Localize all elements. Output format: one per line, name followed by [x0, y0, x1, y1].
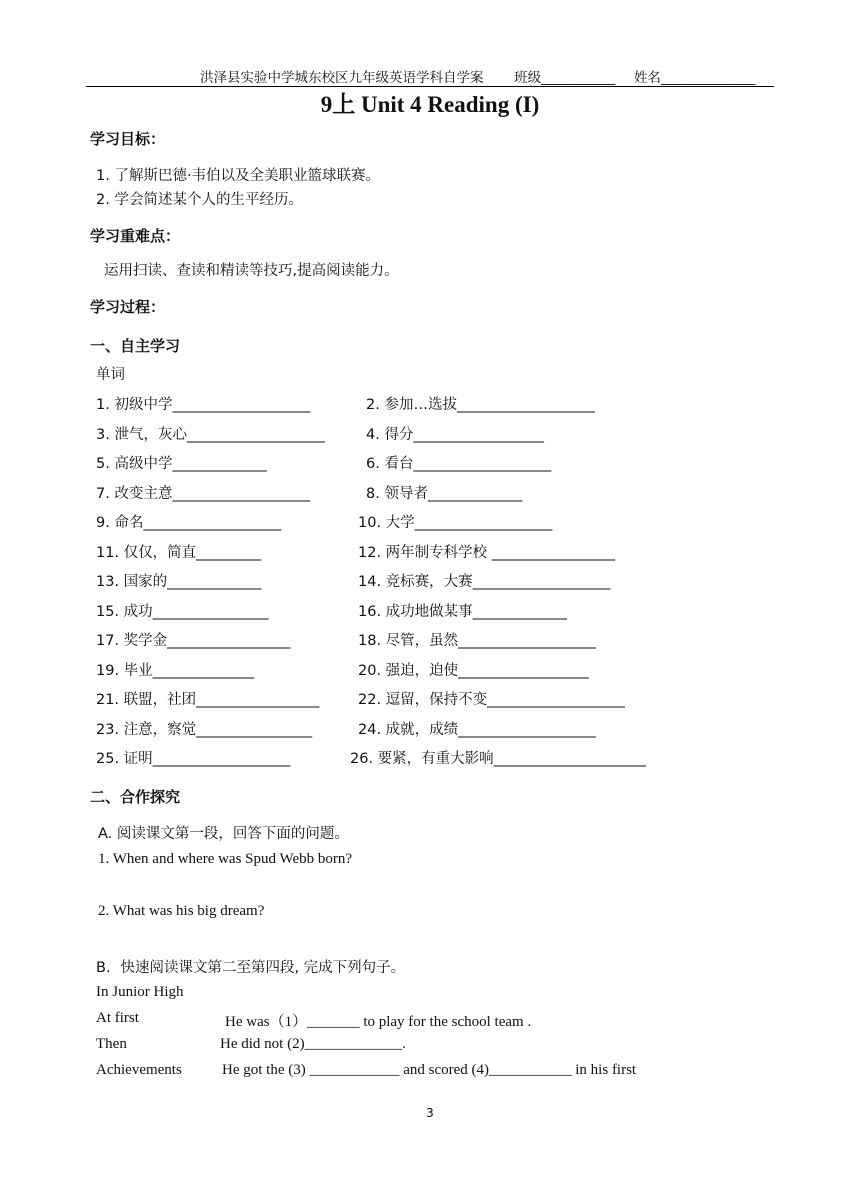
question-1: 1. When and where was Spud Webb born?	[98, 851, 353, 867]
row-label: Then	[96, 1036, 127, 1052]
vocab-subheading: 单词	[96, 367, 125, 383]
vocab-item: 18. 尽管，虽然___________________	[358, 633, 596, 649]
vocab-item: 24. 成就，成绩___________________	[358, 722, 596, 738]
document-header	[200, 66, 755, 86]
vocab-item: 9. 命名___________________	[96, 515, 282, 531]
page-number: 3	[426, 1106, 434, 1120]
school-name: 洪泽县实验中学城东校区九年级英语学科自学案	[200, 70, 484, 86]
vocab-item: 15. 成功________________	[96, 604, 269, 620]
goal-item-2: 2. 学会简述某个人的生平经历。	[96, 192, 303, 208]
vocab-item: 22. 逗留，保持不变___________________	[358, 692, 625, 708]
vocab-item: 10. 大学___________________	[358, 515, 553, 531]
vocab-item: 19. 毕业______________	[96, 663, 255, 679]
vocab-item: 21. 联盟，社团_________________	[96, 692, 320, 708]
vocab-item: 16. 成功地做某事_____________	[358, 604, 567, 620]
goals-heading: 学习目标：	[90, 130, 166, 148]
vocab-item: 17. 奖学金_________________	[96, 633, 291, 649]
vocab-item: 1. 初级中学___________________	[96, 397, 311, 413]
vocab-item: 23. 注意，察觉________________	[96, 722, 313, 738]
row-text: He did not (2)_____________.	[220, 1036, 406, 1052]
key-points-text: 运用扫读、查读和精读等技巧,提高阅读能力。	[104, 263, 399, 279]
vocab-item: 7. 改变主意___________________	[96, 486, 311, 502]
vocab-item: 25. 证明___________________	[96, 751, 291, 767]
name-label: 姓名______________	[633, 70, 756, 86]
coop-heading: 二、合作探究	[90, 788, 181, 806]
vocab-item: 8. 领导者_____________	[366, 486, 523, 502]
part-a-instruction: A. 阅读课文第一段，回答下面的问题。	[98, 826, 349, 842]
process-heading: 学习过程：	[90, 298, 166, 316]
row-label: Achievements	[96, 1062, 182, 1078]
vocab-item: 14. 竞标赛，大赛___________________	[358, 574, 611, 590]
page-title: 9上 Unit 4 Reading (I)	[320, 92, 540, 117]
goal-item-1: 1. 了解斯巴德·韦伯以及全美职业篮球联赛。	[96, 168, 381, 184]
vocab-item: 12. 两年制专科学校 _________________	[358, 545, 616, 561]
vocab-item: 13. 国家的_____________	[96, 574, 262, 590]
vocab-item: 4. 得分__________________	[366, 427, 544, 443]
row-text: He got the (3) ____________ and scored (4)___________ in his first	[222, 1062, 637, 1078]
vocab-item: 6. 看台___________________	[366, 456, 552, 472]
vocab-item: 11. 仅仅，简直_________	[96, 545, 262, 561]
vocab-item: 3. 泄气，灰心___________________	[96, 427, 325, 443]
vocab-item: 20. 强迫，迫使__________________	[358, 663, 589, 679]
row-text: He was（1）_______ to play for the school team .	[225, 1014, 532, 1030]
vocab-item: 26. 要紧，有重大影响_____________________	[350, 751, 646, 767]
vocab-item: 2. 参加…选拔___________________	[366, 397, 595, 413]
row-label: At first	[96, 1010, 139, 1026]
junior-high-label: In Junior High	[96, 984, 184, 1000]
class-label: 班级___________	[514, 70, 616, 86]
question-2: 2. What was his big dream?	[98, 903, 265, 919]
vocab-item: 5. 高级中学_____________	[96, 456, 267, 472]
part-b-instruction: B．快速阅读课文第二至第四段, 完成下列句子。	[96, 960, 406, 976]
self-study-heading: 一、自主学习	[90, 337, 181, 355]
key-points-heading: 学习重难点：	[90, 227, 181, 245]
